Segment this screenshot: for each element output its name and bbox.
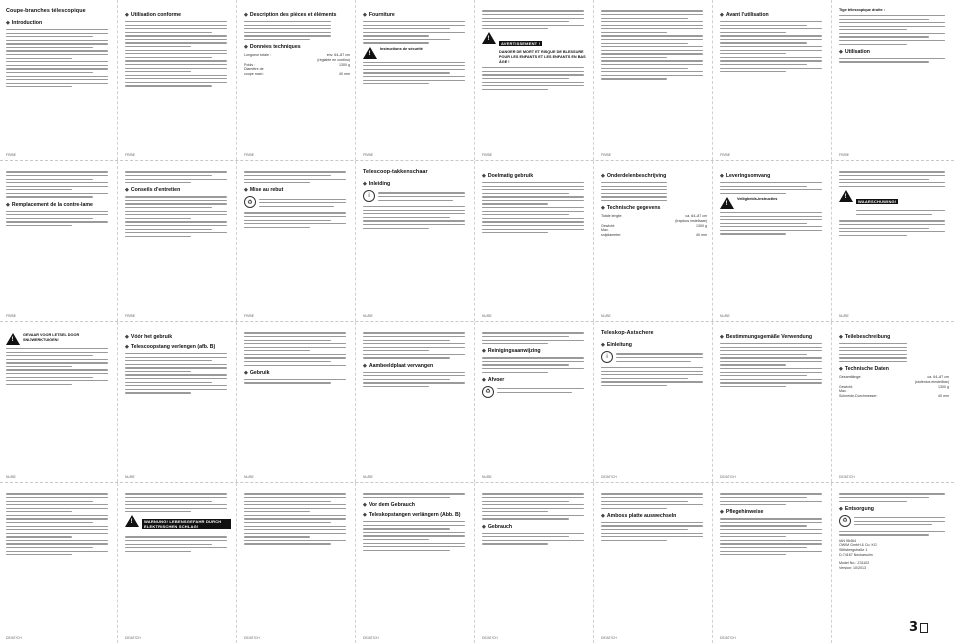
page-footer: DE/AT/CH [839, 475, 855, 479]
diamond-icon: ◆ [720, 173, 724, 179]
section-heading: ◆ Leveringsomvang [720, 173, 771, 179]
diamond-icon: ◆ [601, 173, 605, 179]
diamond-icon: ◆ [125, 12, 129, 18]
page-nl-9 [357, 322, 475, 482]
page-marker-box [920, 623, 928, 633]
diamond-icon: ◆ [720, 509, 724, 516]
page-footer: FR/BE [720, 153, 730, 157]
diamond-icon: ◆ [482, 348, 486, 355]
diamond-icon: ◆ [601, 512, 605, 519]
page-de-11 [833, 483, 954, 643]
section-heading: ◆ Conseils d'entretien [125, 187, 181, 194]
section-heading: ◆ Utilisation [839, 48, 870, 55]
diamond-icon: ◆ [363, 181, 367, 187]
page-footer: FR/BE [125, 314, 135, 318]
diamond-icon: ◆ [125, 344, 129, 350]
info-icon: i [363, 190, 375, 202]
recycle-icon: ♻ [244, 196, 256, 208]
diamond-icon: ◆ [720, 334, 724, 340]
page-de-1 [595, 322, 713, 482]
page-footer: DE/AT/CH [244, 636, 260, 640]
page-footer: FR/BE [839, 153, 849, 157]
page-number: 3 [908, 620, 918, 635]
diamond-icon: ◆ [125, 187, 129, 194]
page-nl-6 [0, 322, 118, 482]
page-nl-2 [476, 161, 594, 321]
diamond-icon: ◆ [6, 201, 10, 208]
page-fr-1 [0, 0, 118, 160]
warning-tag: WARNUNG! LEBENSGEFAHR DURCH ELEKTRISCHEN SCHLAG! [142, 519, 231, 529]
section-heading: ◆ Bestimmungsgemäße Verwendung [720, 334, 813, 340]
page-fr-9 [0, 161, 118, 321]
page-footer: FR/BE [244, 153, 254, 157]
page-footer: FR/BE [125, 153, 135, 157]
page-footer: NL/BE [244, 475, 254, 479]
page-nl-10 [476, 322, 594, 482]
diamond-icon: ◆ [363, 502, 367, 509]
warning-title: Veiligheids-instructies [737, 196, 778, 201]
page-row-4 [0, 483, 954, 643]
diamond-icon: ◆ [125, 334, 129, 340]
page-title: Telescoop-takkenschaar [363, 169, 428, 175]
diamond-icon: ◆ [363, 12, 367, 18]
section-heading: ◆ Telescoopstang verlengen (afb. B) [125, 344, 216, 350]
page-footer: FR/BE [482, 153, 492, 157]
diamond-icon: ◆ [363, 362, 367, 369]
diamond-icon: ◆ [482, 376, 486, 383]
section-heading: ◆ Afvoer [482, 376, 505, 383]
section-heading: ◆ Amboss platte auswechseln [601, 512, 677, 519]
page-fr-8 [833, 0, 954, 160]
section-heading: ◆ Technische Daten [839, 366, 889, 373]
page-title: Coupe-branches télescopique [6, 8, 86, 14]
warning-title: Instructions de sécurité [380, 46, 423, 51]
diamond-icon: ◆ [839, 366, 843, 373]
section-heading: ◆ Description des pièces et éléments [244, 12, 337, 18]
page-de-5 [119, 483, 237, 643]
diamond-icon: ◆ [244, 44, 248, 51]
warning-triangle-icon [839, 190, 853, 202]
section-heading: ◆ Remplacement de la contre-lame [6, 201, 93, 208]
page-footer: FR/BE [244, 314, 254, 318]
diamond-icon: ◆ [601, 342, 605, 348]
warning-tag: AVERTISSEMENT ! [501, 41, 541, 47]
section-heading: ◆ Technische gegevens [601, 205, 661, 212]
warning-triangle-icon [720, 197, 734, 209]
diamond-icon: ◆ [244, 187, 248, 194]
warning-triangle-icon [363, 47, 377, 59]
page-footer: NL/BE [601, 314, 611, 318]
page-footer: DE/AT/CH [363, 636, 379, 640]
page-footer: NL/BE [6, 475, 16, 479]
page-footer: DE/AT/CH [125, 636, 141, 640]
diamond-icon: ◆ [601, 205, 605, 212]
section-heading: ◆ Entsorgung [839, 505, 874, 512]
diamond-icon: ◆ [482, 523, 486, 530]
section-heading: ◆ Données techniques [244, 44, 301, 51]
page-nl-3: ◆ Onderdelenbeschrijving ◆ Technische gegevens Totale lengte: ca. 64–87 cm (traploos instelbaar) Gewicht: 1300 g Max. snijdiameter: 40 mm NL/BE [595, 161, 713, 321]
section-heading: ◆ Einleitung [601, 342, 632, 348]
diamond-icon: ◆ [839, 48, 843, 55]
page-footer: FR/BE [6, 153, 16, 157]
diamond-icon: ◆ [244, 12, 248, 18]
page-de-10 [714, 483, 832, 643]
section-heading: ◆ Introduction [6, 20, 43, 26]
section-heading: ◆ Teilebeschreibung [839, 334, 891, 340]
diamond-icon: ◆ [839, 505, 843, 512]
info-icon: i [601, 351, 613, 363]
page-footer: FR/BE [601, 153, 611, 157]
page-row-3 [0, 322, 954, 482]
page-nl-7 [119, 322, 237, 482]
page-de-9 [595, 483, 713, 643]
warning-text: DANGER DE MORT ET RISQUE DE BLESSURE POUR LES ENFANTS ET LES ENFANTS EN BAS ÂGE ! [499, 50, 586, 64]
page-fr-7 [714, 0, 832, 160]
section-heading: ◆ Reinigingsaanwijzing [482, 348, 541, 355]
page-footer: DE/AT/CH [720, 636, 736, 640]
warning-triangle-icon [125, 515, 139, 527]
diamond-icon: ◆ [363, 512, 367, 519]
warning-triangle-icon [6, 333, 20, 345]
page-nl-5 [833, 161, 954, 321]
page-footer: NL/BE [363, 475, 373, 479]
section-heading: ◆ Gebrauch [482, 523, 513, 530]
page-fr-2 [119, 0, 237, 160]
page-footer: NL/BE [720, 314, 730, 318]
diamond-icon: ◆ [244, 369, 248, 376]
section-heading: ◆ Mise au rebut [244, 187, 284, 194]
section-heading: ◆ Aambeeldplaat vervangen [363, 362, 434, 369]
page-fr-10 [119, 161, 237, 321]
page-footer: FR/BE [363, 153, 373, 157]
page-footer: DE/AT/CH [482, 636, 498, 640]
page-footer: NL/BE [125, 475, 135, 479]
page-nl-4 [714, 161, 832, 321]
page-footer: NL/BE [839, 314, 849, 318]
page-footer: NL/BE [363, 314, 373, 318]
section-heading: ◆ Gebruik [244, 369, 270, 376]
section-heading: ◆ Vóór het gebruik [125, 334, 173, 340]
imprint: IAN 96464 OWIM GmbH & Co. KG Stiftsbergstraße 1 D-74167 Neckarsulm Model No.: Z31102 Version: 10/2013 [839, 538, 877, 570]
diamond-icon: ◆ [720, 12, 724, 18]
section-heading: ◆ Vor dem Gebrauch [363, 502, 415, 509]
page-title: Teleskop-Astschere [601, 330, 654, 336]
section-heading: ◆ Pflegehinweise [720, 509, 764, 516]
page-nl-8 [238, 322, 356, 482]
page-row-1 [0, 0, 954, 160]
page-nl-1 [357, 161, 475, 321]
page-footer: NL/BE [482, 314, 492, 318]
section-heading: ◆ Avant l'utilisation [720, 12, 769, 18]
section-heading: ◆ Utilisation conforme [125, 12, 182, 18]
section-heading: ◆ Doelmatig gebruik [482, 173, 534, 179]
warning-text: GEVAAR VOOR LETSEL DOOR SNIJWERKTUIGEN! [23, 333, 80, 342]
warning-triangle-icon [482, 32, 496, 44]
warning-tag: WAARSCHUWING! [858, 198, 897, 204]
page-fr-6 [595, 0, 713, 160]
section-heading: ◆ Inleiding [363, 181, 391, 187]
diamond-icon: ◆ [6, 20, 10, 26]
section-heading: ◆ Teleskopstangen verlängern (Abb. B) [363, 512, 461, 519]
page-row-2 [0, 161, 954, 321]
page-footer: DE/AT/CH [6, 636, 22, 640]
recycle-icon: ♻ [839, 515, 851, 527]
diamond-icon: ◆ [839, 334, 843, 340]
recycle-icon: ♻ [482, 386, 494, 398]
page-fr-11 [238, 161, 356, 321]
page-fr-4 [357, 0, 475, 160]
page-fr-5 [476, 0, 594, 160]
section-heading: ◆ Onderdelenbeschrijving [601, 173, 667, 179]
page-de-8 [476, 483, 594, 643]
page-footer: DE/AT/CH [601, 475, 617, 479]
page-de-4 [0, 483, 118, 643]
diamond-icon: ◆ [482, 173, 486, 179]
subheading: Tige télescopique droite : [839, 8, 885, 12]
page-de-2 [714, 322, 832, 482]
page-fr-3: ◆ Description des pièces et éléments ◆ Données techniques Longueur totale : env. 64–87 cm (réglable en continu) Poids : 1300 g Diamètre de coupe maxi : 40 mm FR/BE [238, 0, 356, 160]
page-de-3: ◆ Teilebeschreibung ◆ Technische Daten Gesamtlänge: ca. 64–87 cm (stufenlos einstellbar) Gewicht: 1300 g Max. Schneide-Durchmesser: 40 mm DE/AT/CH [839, 334, 949, 479]
page-footer: DE/AT/CH [720, 475, 736, 479]
page-footer: FR/BE [6, 314, 16, 318]
page-footer: DE/AT/CH [601, 636, 617, 640]
page-footer: NL/BE [482, 475, 492, 479]
page-de-7 [357, 483, 475, 643]
page-de-6 [238, 483, 356, 643]
section-heading: ◆ Fourniture [363, 12, 395, 18]
